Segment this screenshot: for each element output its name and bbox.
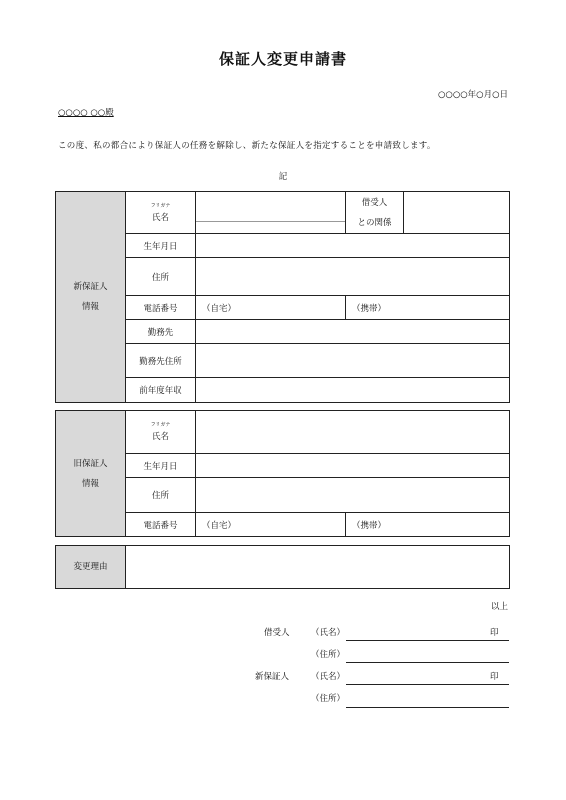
reason-table <box>55 545 510 589</box>
end-mark: 以上 <box>490 602 508 612</box>
borrower-name-label: （氏名） <box>311 628 346 638</box>
phone-label: 電話番号 <box>126 513 196 537</box>
furigana-label: フリガナ <box>150 422 171 428</box>
name-label-cell <box>126 192 196 234</box>
birthdate-field[interactable] <box>196 234 510 258</box>
new-guarantor-sign-label: 新保証人 <box>255 672 290 682</box>
borrower-seal: 印 <box>490 628 499 638</box>
addressee: ○○○○ ○○殿 <box>58 108 114 118</box>
birthdate-field[interactable] <box>196 454 510 478</box>
relation-label-line2: との関係 <box>357 217 392 228</box>
relation-label-cell <box>346 192 404 234</box>
section-label-line1: 新保証人 <box>73 282 108 292</box>
relation-field[interactable] <box>404 192 510 234</box>
new-guarantor-table <box>55 191 510 403</box>
home-phone-field[interactable]: （自宅） <box>196 296 346 320</box>
birthdate-label: 生年月日 <box>126 454 196 478</box>
borrower-address-line[interactable] <box>346 662 509 663</box>
ki-marker: 記 <box>278 172 288 182</box>
old-guarantor-table <box>55 410 510 537</box>
address-label: 住所 <box>126 258 196 296</box>
name-field[interactable] <box>196 192 346 234</box>
address-label: 住所 <box>126 478 196 513</box>
borrower-name-line[interactable] <box>346 640 509 641</box>
home-phone-field[interactable]: （自宅） <box>196 513 346 537</box>
workplace-label: 勤務先 <box>126 320 196 344</box>
document-title: 保証人変更申請書 <box>218 50 347 68</box>
new-guarantor-name-line[interactable] <box>346 684 509 685</box>
request-statement: この度、私の都合により保証人の任務を解除し、新たな保証人を指定することを申請致します。 <box>58 141 436 151</box>
mobile-phone-field[interactable]: （携帯） <box>346 296 510 320</box>
name-label: 氏名 <box>151 212 169 223</box>
income-field[interactable] <box>196 378 510 403</box>
new-guarantor-address-line[interactable] <box>346 707 509 708</box>
borrower-label: 借受人 <box>264 628 290 638</box>
workplace-field[interactable] <box>196 320 510 344</box>
new-guarantor-section <box>56 192 126 403</box>
birthdate-label: 生年月日 <box>126 234 196 258</box>
work-address-field[interactable] <box>196 344 510 378</box>
date: ○○○○年○月○日 <box>437 90 508 100</box>
furigana-field[interactable] <box>196 203 345 222</box>
new-guarantor-address-label: （住所） <box>311 694 346 704</box>
relation-label-line1: 借受人 <box>361 197 388 208</box>
new-guarantor-seal: 印 <box>490 672 499 682</box>
section-label-line1: 旧保証人 <box>73 458 108 469</box>
income-label: 前年度年収 <box>126 378 196 403</box>
name-field[interactable] <box>196 411 510 454</box>
address-field[interactable] <box>196 258 510 296</box>
old-guarantor-section <box>56 411 126 537</box>
furigana-label: フリガナ <box>150 202 171 209</box>
work-address-label: 勤務先住所 <box>126 344 196 378</box>
reason-label: 変更理由 <box>56 546 126 589</box>
reason-field[interactable] <box>126 546 510 589</box>
mobile-phone-field[interactable]: （携帯） <box>346 513 510 537</box>
section-label-line2: 情報 <box>81 478 99 489</box>
new-guarantor-name-label: （氏名） <box>311 672 346 682</box>
name-label-cell <box>126 411 196 454</box>
name-label: 氏名 <box>151 432 169 442</box>
phone-label: 電話番号 <box>126 296 196 320</box>
borrower-address-label: （住所） <box>311 650 346 660</box>
address-field[interactable] <box>196 478 510 513</box>
section-label-line2: 情報 <box>81 302 99 312</box>
